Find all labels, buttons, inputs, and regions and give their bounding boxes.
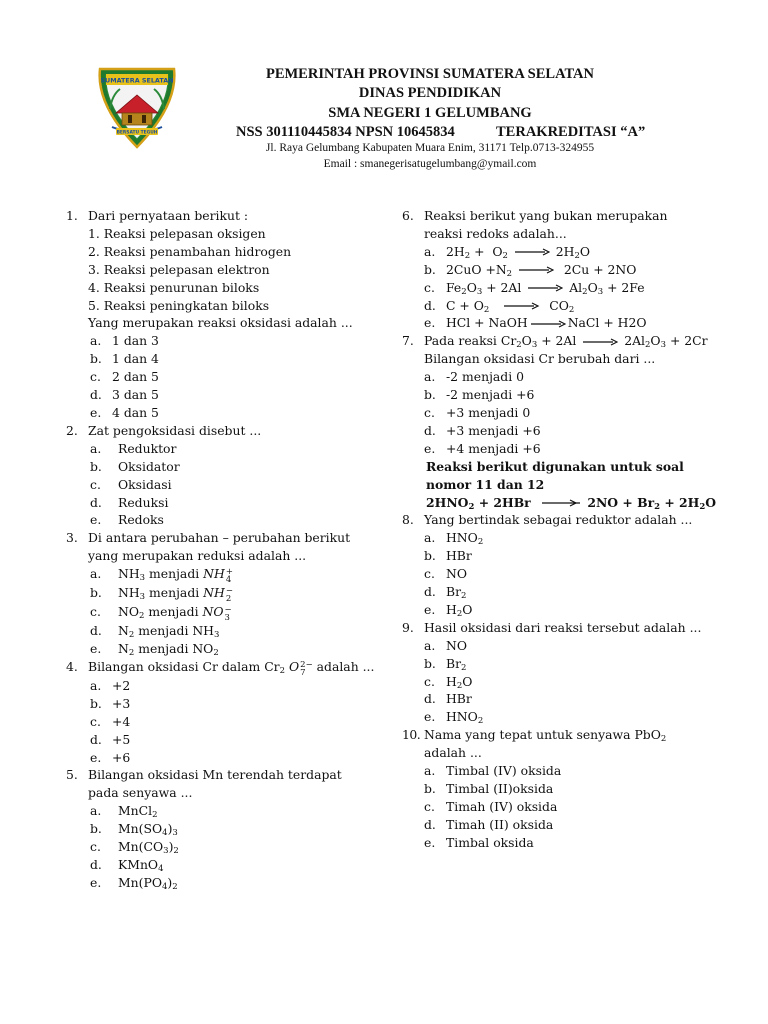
sumsel-emblem-logo	[92, 65, 182, 150]
question-2	[66, 422, 386, 529]
reaction-arrow-icon	[537, 499, 581, 507]
reaction-arrow-icon	[530, 320, 566, 328]
answer-option[interactable]: b. $Br_2$	[424, 655, 467, 673]
question-number: 8.	[402, 512, 414, 528]
answer-option[interactable]: a. 1 dan 3	[90, 333, 159, 349]
answer-option[interactable]: d. KMnO$_4$	[90, 857, 164, 874]
answer-option[interactable]: a. $2H_2 + O_2$ $2H_2O$	[424, 243, 591, 261]
answer-option[interactable]: b. Oksidator	[90, 458, 180, 474]
statement-item: 1. Reaksi pelepasan oksigen	[88, 225, 266, 241]
answer-option[interactable]: e. $HNO_2$	[424, 709, 484, 727]
answer-option[interactable]: e. $N_2$ menjadi $NO_2$	[90, 641, 219, 659]
answer-option[interactable]: e. 4 dan 5	[90, 404, 159, 420]
question-1	[66, 207, 386, 422]
answer-option[interactable]: b. -2 menjadi +6	[424, 387, 535, 403]
header-nss-npsn: NSS 301110445834 NPSN 10645834	[236, 124, 455, 140]
reaction-equation: $2HNO_2 + 2HBr$ $2NO + Br_2 + 2H_2O$	[426, 494, 717, 512]
question-prompt: yang merupakan reduksi adalah ...	[88, 548, 307, 564]
answer-option[interactable]: a. $HNO_2$	[424, 530, 484, 548]
question-number: 7.	[402, 333, 414, 349]
question-stem: Di antara perubahan – perubahan berikut	[88, 530, 351, 546]
reaction-intro: Reaksi berikut digunakan untuk soal nomor 11 dan 12 $2HNO_2 + 2HBr$ $2NO + Br_2 + 2H_2O$	[426, 458, 717, 512]
answer-option[interactable]: a. Timbal (IV) oksida	[424, 763, 562, 779]
statement-item: 4. Reaksi penurunan biloks	[88, 279, 260, 295]
statement-item: 3. Reaksi pelepasan elektron	[88, 261, 270, 277]
question-prompt: reaksi redoks adalah...	[424, 225, 567, 241]
header-line-school: SMA NEGERI 1 GELUMBANG	[328, 105, 532, 121]
answer-option[interactable]: a. $NH_3$ menjadi NH + 4	[90, 566, 233, 586]
answer-option[interactable]: c. $H_2O$	[424, 673, 473, 691]
question-number: 9.	[402, 619, 414, 635]
answer-option[interactable]: c. $Mn(CO_3)_2$	[90, 839, 179, 857]
answer-option[interactable]: e. +4 menjadi +6	[424, 440, 541, 456]
logo-motto-text: BERSATU TEGUH	[116, 130, 158, 136]
question-3	[66, 529, 386, 658]
answer-option[interactable]: d. $Br_2$	[424, 584, 467, 602]
header-address: Jl. Raya Gelumbang Kabupaten Muara Enim, 31171 Telp.0713-324955	[265, 142, 595, 154]
question-prompt: Bilangan oksidasi Cr berubah dari ...	[424, 351, 656, 367]
question-prompt: Yang merupakan reaksi oksidasi adalah ...	[88, 315, 353, 331]
logo-title-text: SUMATERA SELATAN	[100, 76, 174, 85]
question-stem: Hasil oksidasi dari reaksi tersebut adalah ...	[424, 619, 702, 635]
answer-option[interactable]: d. +5	[90, 731, 131, 747]
answer-option[interactable]: a. MnCl$_2$	[90, 803, 158, 821]
answer-option[interactable]: c. Timah (IV) oksida	[424, 798, 558, 814]
answer-option[interactable]: e. Timbal oksida	[424, 834, 534, 850]
header-line-government: PEMERINTAH PROVINSI SUMATERA SELATAN	[265, 66, 595, 82]
answer-option[interactable]: a. Reduktor	[90, 440, 177, 456]
answer-option[interactable]: e. +6	[90, 749, 131, 765]
answer-option[interactable]: e. HCl + NaOH NaCl + H2O	[424, 315, 647, 331]
answer-option[interactable]: c. NO	[424, 566, 467, 582]
question-stem: Yang bertindak sebagai reduktor adalah ...	[424, 512, 693, 528]
answer-option[interactable]: d. $C + O_2$ $CO_2$	[424, 297, 575, 315]
question-7	[402, 332, 708, 457]
answer-option[interactable]: d. HBr	[424, 691, 472, 707]
statement-item: 5. Reaksi peningkatan biloks	[88, 297, 270, 313]
header-line-department: DINAS PENDIDIKAN	[358, 85, 502, 101]
question-stem: Nama yang tepat untuk senyawa PbO$_2$	[424, 727, 667, 745]
question-number: 3.	[66, 530, 78, 546]
answer-option[interactable]: d. +3 menjadi +6	[424, 422, 541, 438]
reaction-arrow-icon	[582, 338, 618, 346]
question-5	[66, 766, 386, 891]
question-8	[402, 511, 702, 618]
reaction-arrow-icon	[495, 302, 547, 310]
answer-option[interactable]: c. Oksidasi	[90, 476, 172, 492]
question-number: 1.	[66, 208, 78, 223]
answer-option[interactable]: e. $Mn(PO_4)_2$	[90, 874, 178, 892]
answer-option[interactable]: a. +2	[90, 677, 131, 693]
answer-option[interactable]: d. 3 dan 5	[90, 387, 159, 403]
question-6	[402, 207, 702, 332]
reaction-arrow-icon	[518, 266, 554, 274]
answer-option[interactable]: b. $Mn(SO_4)_3$	[90, 821, 178, 839]
answer-option[interactable]: e. Redoks	[90, 512, 164, 528]
question-number: 10.	[402, 727, 421, 743]
answer-option[interactable]: b. $2CuO +N_2$ 2Cu + 2NO	[424, 261, 637, 279]
question-number: 5.	[66, 767, 78, 783]
answer-option[interactable]: c. $Fe_2O_3 + 2Al$ $Al_2O_3 + 2Fe$	[424, 279, 645, 297]
header-accreditation: TERAKREDITASI “A”	[496, 124, 646, 140]
answer-option[interactable]: b. Timbal (II)oksida	[424, 781, 554, 796]
answer-option[interactable]: c. +3 menjadi 0	[424, 404, 531, 420]
question-prompt: adalah ...	[424, 745, 482, 761]
reaction-arrow-icon	[527, 284, 563, 292]
question-stem: Pada reaksi $Cr_2O_3 + 2Al$ $2Al_2O_3 + 2Cr$	[424, 333, 708, 351]
question-10	[402, 726, 702, 851]
question-stem: Dari pernyataan berikut :	[88, 208, 249, 223]
question-number: 2.	[66, 422, 78, 438]
reaction-arrow-icon	[514, 248, 550, 256]
answer-option[interactable]: b. +3	[90, 695, 131, 711]
question-prompt: pada senyawa ...	[88, 785, 193, 801]
question-number: 4.	[66, 658, 78, 674]
answer-option[interactable]: e. $H_2O$	[424, 601, 473, 619]
answer-option[interactable]: b. 1 dan 4	[90, 351, 159, 367]
answer-option[interactable]: a. NO	[424, 637, 467, 653]
question-stem: Zat pengoksidasi disebut ...	[88, 422, 262, 438]
question-number: 6.	[402, 208, 414, 223]
answer-option[interactable]: c. 2 dan 5	[90, 369, 159, 385]
question-column-right	[402, 207, 717, 852]
answer-option[interactable]: c. $NO_2$ menjadi NO − 3	[90, 604, 232, 624]
answer-option[interactable]: c. +4	[90, 713, 131, 729]
question-stem: Reaksi berikut yang bukan merupakan	[424, 208, 668, 223]
question-stem: Bilangan oksidasi Cr dalam $Cr_2$ O 2− 7 adalah ...	[88, 658, 375, 678]
answer-option[interactable]: b. HBr	[424, 548, 472, 564]
question-9	[402, 619, 702, 726]
answer-option[interactable]: d. Timah (II) oksida	[424, 816, 554, 832]
header-email: Email : smanegerisatugelumbang@ymail.com	[323, 158, 537, 170]
answer-option[interactable]: a. -2 menjadi 0	[424, 369, 525, 385]
question-column-left	[66, 207, 386, 892]
question-4	[66, 658, 386, 767]
answer-option[interactable]: d. $N_2$ menjadi $NH_3$	[90, 623, 220, 641]
question-stem: Bilangan oksidasi Mn terendah terdapat	[88, 767, 342, 783]
statement-item: 2. Reaksi penambahan hidrogen	[88, 243, 292, 259]
answer-option[interactable]: b. $NH_3$ menjadi NH − 2	[90, 585, 233, 605]
answer-option[interactable]: d. Reduksi	[90, 494, 169, 510]
